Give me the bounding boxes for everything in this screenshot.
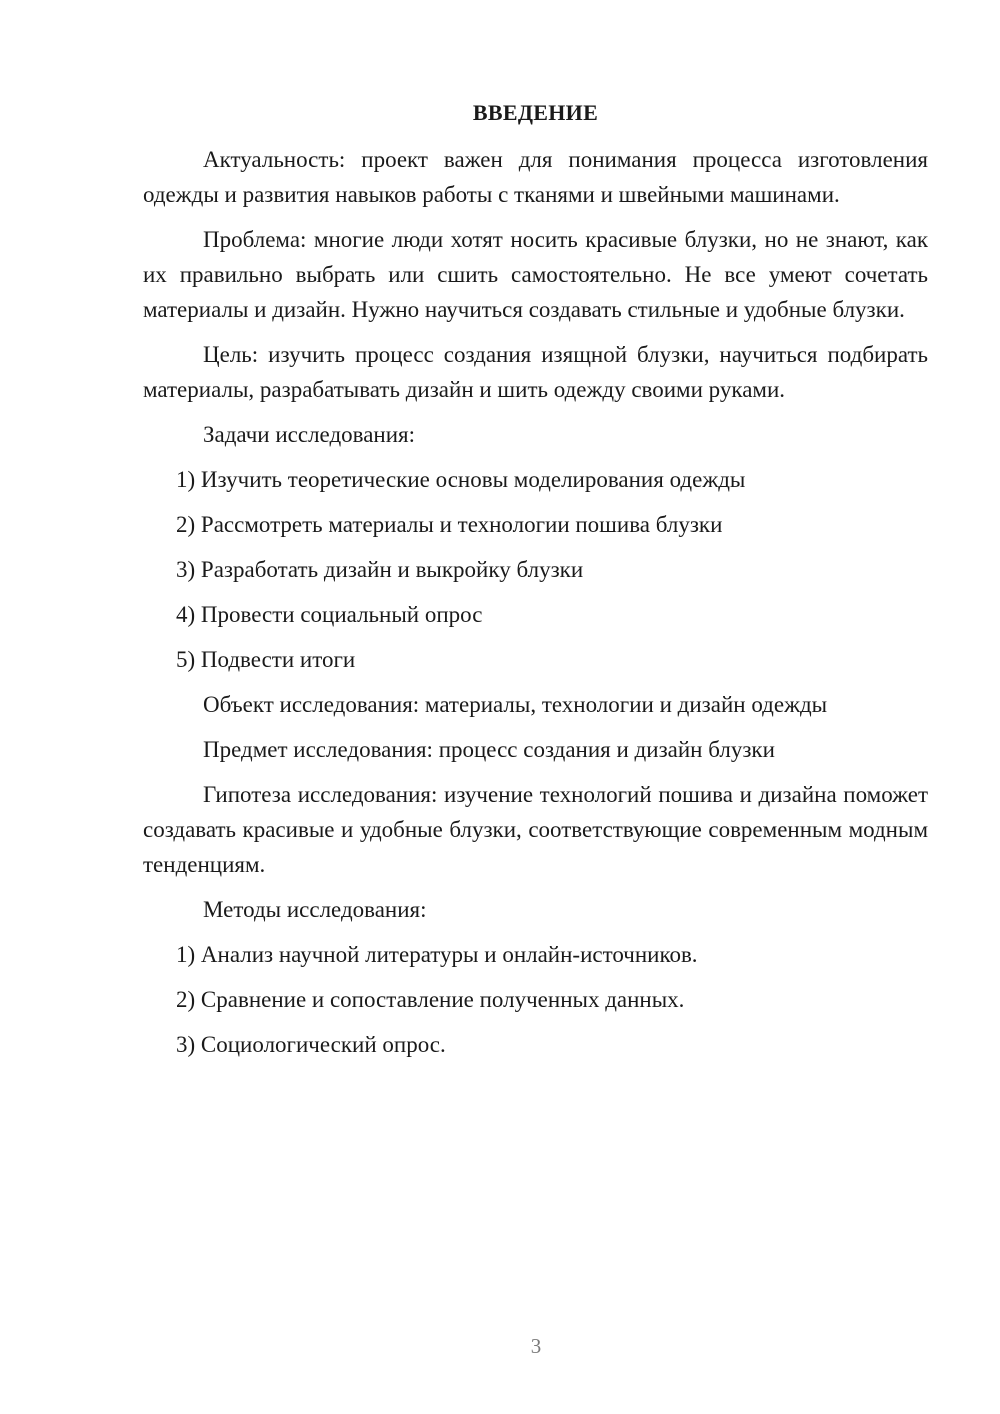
list-item: 3) Разработать дизайн и выкройку блузки bbox=[176, 557, 584, 582]
list-item: 2) Сравнение и сопоставление полученных данных. bbox=[176, 987, 685, 1012]
page-title: ВВЕДЕНИЕ bbox=[472, 100, 599, 125]
object-paragraph: Объект исследования: материалы, технологии и дизайн одежды bbox=[203, 692, 828, 717]
goal-paragraph: Цель: изучить процесс создания изящной блузки, научиться подбирать материалы, разрабатывать дизайн и шить одежду своими руками. bbox=[143, 342, 928, 402]
hypothesis-paragraph: Гипотеза исследования: изучение технологий пошива и дизайна поможет создавать красивые и удобные блузки, соответствующие современным модным тенденциям. bbox=[143, 782, 928, 877]
subject-paragraph: Предмет исследования: процесс создания и дизайн блузки bbox=[203, 737, 775, 762]
list-item: 2) Рассмотреть материалы и технологии пошива блузки bbox=[176, 512, 723, 537]
list-item: 1) Анализ научной литературы и онлайн-источников. bbox=[176, 942, 698, 967]
methods-list bbox=[143, 937, 928, 1062]
list-item: 4) Провести социальный опрос bbox=[176, 602, 483, 627]
tasks-list bbox=[143, 462, 928, 677]
list-item: 1) Изучить теоретические основы моделирования одежды bbox=[176, 467, 746, 492]
page-number: 3 bbox=[530, 1334, 542, 1358]
relevance-paragraph: Актуальность: проект важен для понимания процесса изготовления одежды и развития навыков работы с тканями и швейными машинами. bbox=[143, 147, 928, 207]
tasks-title: Задачи исследования: bbox=[203, 422, 416, 447]
page-content bbox=[143, 95, 928, 1072]
list-item: 5) Подвести итоги bbox=[176, 647, 356, 672]
methods-title: Методы исследования: bbox=[203, 897, 427, 922]
list-item: 3) Социологический опрос. bbox=[176, 1032, 446, 1057]
problem-paragraph: Проблема: многие люди хотят носить красивые блузки, но не знают, как их правильно выбрать или сшить самостоятельно. Не все умеют сочетать материалы и дизайн. Нужно научиться создавать стильные и удобные блузки. bbox=[143, 227, 928, 322]
